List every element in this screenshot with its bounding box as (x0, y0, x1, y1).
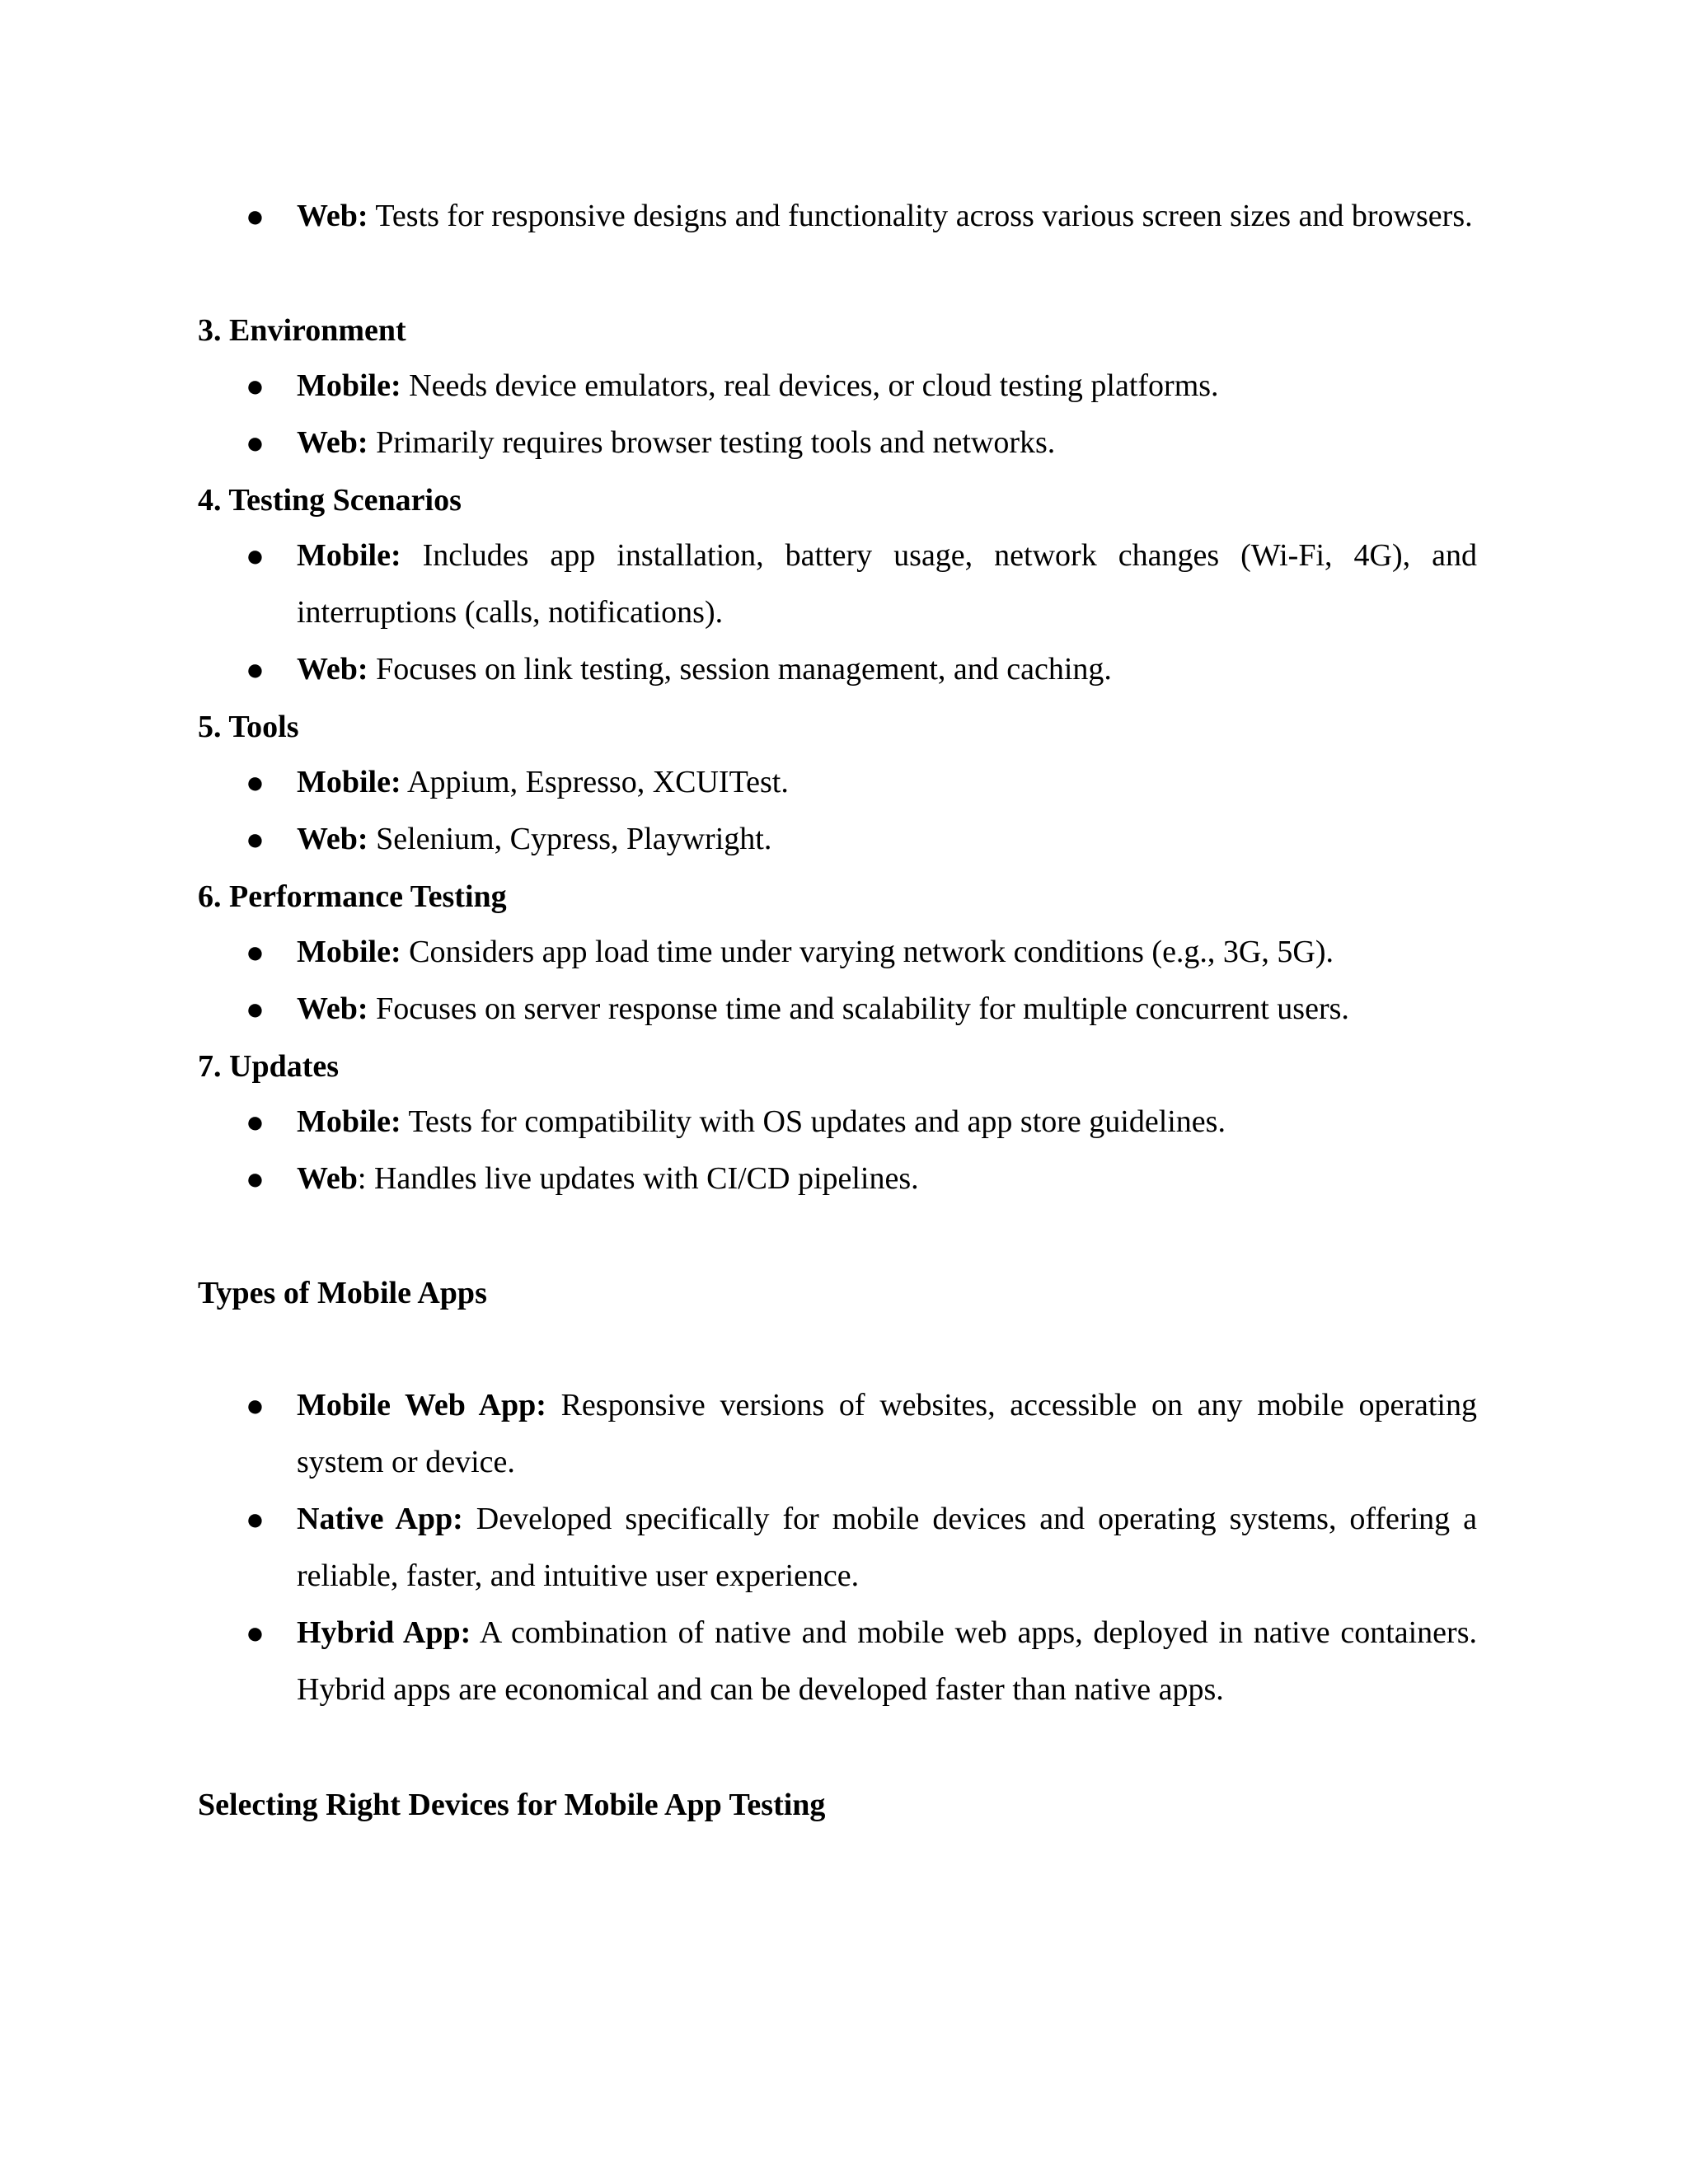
item-text: Developed specifically for mobile devices and operating systems, offering a reliable, faster, and intuitive user experience. (297, 1502, 1477, 1593)
item-lead: Native App: (297, 1502, 463, 1536)
bullet-icon: ● (246, 823, 265, 857)
bullet-icon: ● (246, 1389, 265, 1423)
item-text: A combination of native and mobile web apps, deployed in native containers. Hybrid apps are economical and can be developed faster than native apps. (297, 1615, 1477, 1707)
list-item-env-mobile (297, 358, 1477, 415)
item-text: Tests for responsive designs and functionality across various screen sizes and browsers. (368, 199, 1473, 233)
item-text: Responsive versions of websites, accessible on any mobile operating system or device. (297, 1388, 1477, 1479)
item-lead: Web: (297, 822, 368, 856)
list-item-perf-web (297, 981, 1477, 1038)
item-text: Focuses on link testing, session management, and caching. (368, 652, 1112, 687)
item-text: Selenium, Cypress, Playwright. (368, 822, 772, 856)
item-lead: Mobile: (297, 935, 401, 969)
item-text: Focuses on server response time and scalability for multiple concurrent users. (368, 991, 1349, 1026)
list-item-mobile-web-app (297, 1377, 1477, 1491)
section-heading-selecting-devices: Selecting Right Devices for Mobile App Testing (198, 1788, 826, 1822)
bullet-icon: ● (246, 369, 265, 404)
list-item-scen-web (297, 641, 1477, 698)
item-lead: Mobile: (297, 538, 401, 573)
section-heading-performance-testing: 6. Performance Testing (198, 879, 507, 914)
bullet-icon: ● (246, 1105, 265, 1140)
section-heading-testing-scenarios: 4. Testing Scenarios (198, 483, 462, 518)
list-item-tools-mobile (297, 754, 1477, 811)
item-lead: Mobile: (297, 1104, 401, 1139)
item-lead: Mobile: (297, 368, 401, 403)
bullet-icon: ● (246, 539, 265, 574)
bullet-icon: ● (246, 992, 265, 1027)
item-text: Appium, Espresso, XCUITest. (401, 765, 789, 799)
item-text: Includes app installation, battery usage, network changes (Wi-Fi, 4G), and interruptions (calls, notifications). (297, 538, 1477, 630)
item-text: Considers app load time under varying network conditions (e.g., 3G, 5G). (401, 935, 1334, 969)
item-lead: Web: (297, 425, 368, 460)
list-item-scen-mobile (297, 527, 1477, 641)
item-text: Tests for compatibility with OS updates and app store guidelines. (401, 1104, 1226, 1139)
section-heading-types-of-mobile-apps: Types of Mobile Apps (198, 1276, 487, 1310)
list-item-web-responsive (297, 188, 1477, 245)
item-text: Primarily requires browser testing tools and networks. (368, 425, 1056, 460)
item-lead: Mobile Web App: (297, 1388, 546, 1422)
bullet-icon: ● (246, 766, 265, 800)
item-lead: Mobile: (297, 765, 401, 799)
item-lead: Web: (297, 652, 368, 687)
item-lead: Hybrid App: (297, 1615, 471, 1650)
item-lead: Web: (297, 199, 368, 233)
bullet-icon: ● (246, 935, 265, 970)
bullet-icon: ● (246, 1616, 265, 1651)
item-text: Needs device emulators, real devices, or cloud testing platforms. (401, 368, 1219, 403)
bullet-icon: ● (246, 653, 265, 687)
section-heading-tools: 5. Tools (198, 710, 299, 744)
list-item-perf-mobile (297, 924, 1477, 981)
bullet-icon: ● (246, 1162, 265, 1197)
bullet-icon: ● (246, 1502, 265, 1537)
item-text: : Handles live updates with CI/CD pipelines. (357, 1161, 919, 1196)
list-item-upd-web (297, 1151, 1477, 1207)
section-heading-environment: 3. Environment (198, 313, 406, 348)
list-item-hybrid-app (297, 1605, 1477, 1718)
list-item-env-web (297, 415, 1477, 471)
bullet-icon: ● (246, 426, 265, 461)
list-item-upd-mobile (297, 1094, 1477, 1151)
list-item-native-app (297, 1491, 1477, 1605)
section-heading-updates: 7. Updates (198, 1049, 340, 1084)
bullet-icon: ● (246, 199, 265, 234)
item-lead: Web (297, 1161, 358, 1196)
item-lead: Web: (297, 991, 368, 1026)
list-item-tools-web (297, 811, 1477, 868)
